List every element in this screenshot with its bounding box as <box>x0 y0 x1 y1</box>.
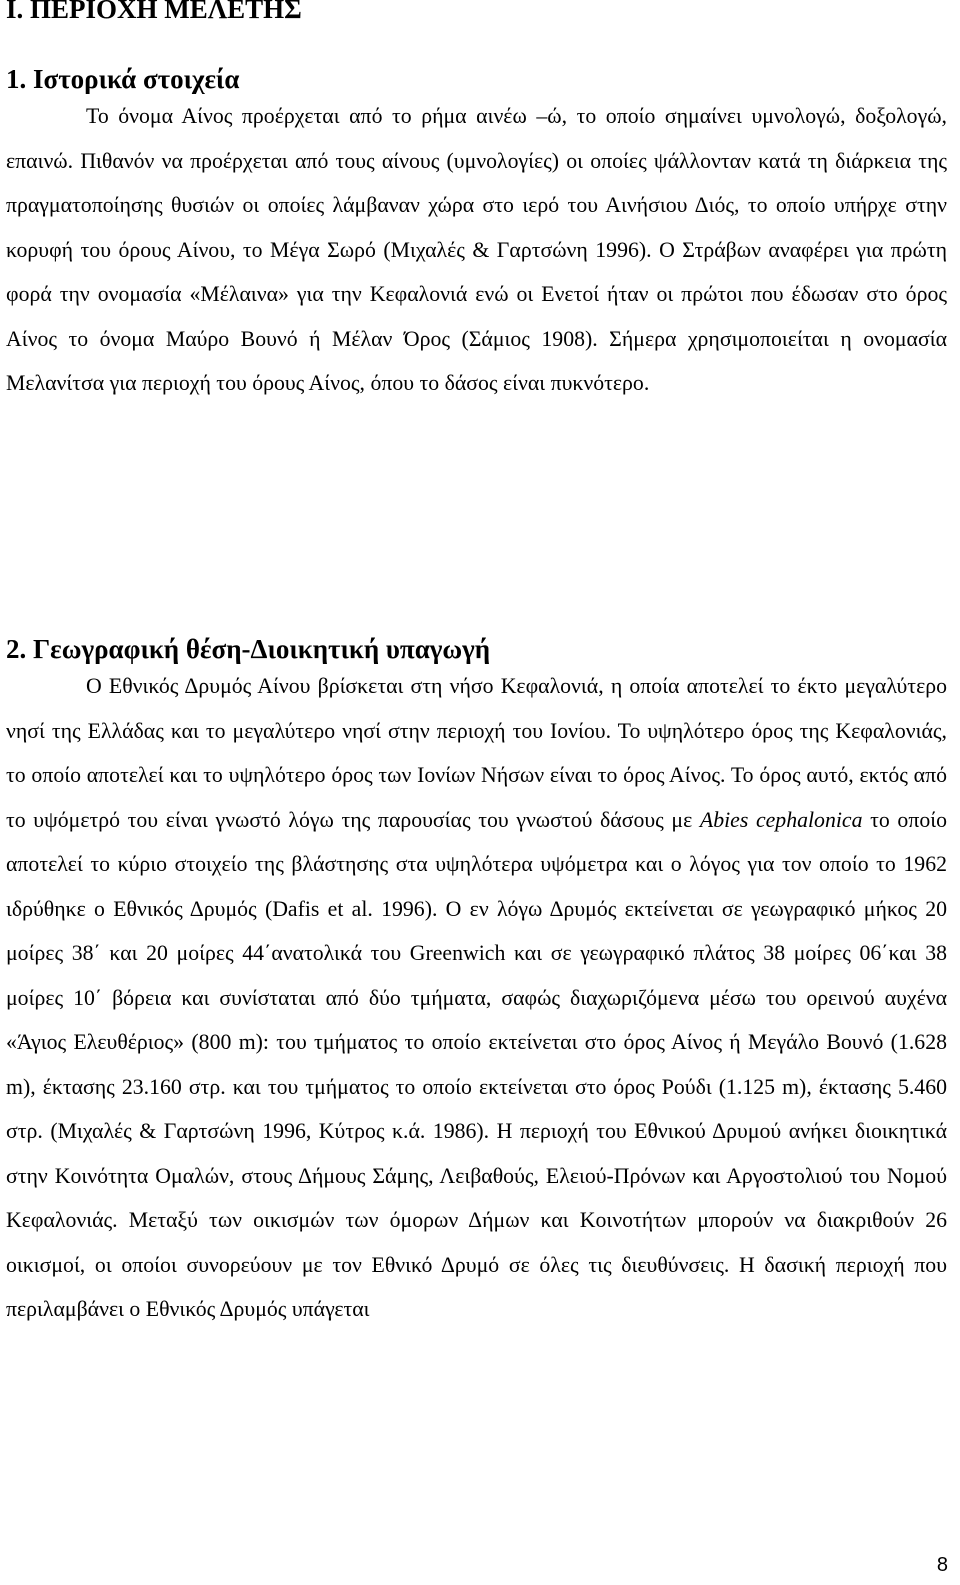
section-heading-geography: 2. Γεωγραφική θέση-Διοικητική υπαγωγή <box>6 634 491 664</box>
paragraph-text-part: το οποίο αποτελεί το κύριο στοιχείο της βλάστησης στα υψηλότερα υψόμετρα και ο λόγος για τον οποίο το 1962 ιδρύθηκε ο Εθνικός Δρυμός (Dafis et al. 1996). Ο εν λόγω Δρυμός εκτείνεται σε γεωγραφικό μήκος 20 μοίρες 38΄ και 20 μοίρες 44΄ανατολικά του Greenwich και σε γεωγραφικό πλάτος 38 μοίρες 06΄και 38 μοίρες 10΄ βόρεια και συνίσταται από δύο τμήματα, σαφώς διαχωριζόμενα μέσω του ορεινού αυχένα «Άγιος Ελευθέριος» (800 m): του τμήματος το οποίο εκτείνεται στο όρος Αίνος ή Μεγάλο Βουνό (1.628 m), έκτασης 23.160 στρ. και του τμήματος το οποίο εκτείνεται στο όρος Ρούδι (1.125 m), έκτασης 5.460 στρ. (Μιχαλές & Γαρτσώνη 1996, Κύτρος κ.ά. 1986). Η περιοχή του Εθνικού Δρυμού ανήκει διοικητικά στην Κοινότητα Ομαλών, στους Δήμους Σάμης, Λειβαθούς, Ελειού-Πρόνων και Αργοστολιού του Νομού Κεφαλονιάς. Μεταξύ των οικισμών των όμορων Δήμων και Κοινοτήτων μπορούν να διακριθούν 26 οικισμοί, οι οποίοι συνορεύουν με τον Εθνικό Δρυμό σε όλες τις διευθύνσεις. Η δασική περιοχή που περιλαμβάνει ο Εθνικός Δρυμός υπάγεται <box>6 807 947 1321</box>
section-heading-history: 1. Ιστορικά στοιχεία <box>6 64 240 94</box>
paragraph-text-part: Ο Εθνικός Δρυμός Αίνου βρίσκεται στη νήσο Κεφαλονιά, η οποία αποτελεί το έκτο μεγαλύτερο νησί της Ελλάδας και το μεγαλύτερο νησί στην περιοχή του Ιονίου. Το υψηλότερο όρος της Κεφαλονιάς, το οποίο αποτελεί και το υψηλότερο όρος των Ιονίων Νήσων είναι το όρος Αίνος. Το όρος αυτό, εκτός από το υψόμετρό του είναι γνωστό λόγω της παρουσίας του γνωστού δάσους με <box>6 674 947 832</box>
chapter-title: Ι. ΠΕΡΙΟΧΗ ΜΕΛΕΤΗΣ <box>6 0 302 24</box>
page-number: 8 <box>936 1554 948 1576</box>
species-name-italic: Abies cephalonica <box>699 807 863 832</box>
section-paragraph-geography <box>6 664 947 1332</box>
section-paragraph-history: Το όνομα Αίνος προέρχεται από το ρήμα αινέω –ώ, το οποίο σημαίνει υμνολογώ, δοξολογώ, επαινώ. Πιθανόν να προέρχεται από τους αίνους (υμνολογίες) οι οποίες ψάλλονταν κατά τη διάρκεια της πραγματοποίησης θυσιών οι οποίες λάμβαναν χώρα στο ιερό του Αινήσιου Διός, το οποίο υπήρχε στην κορυφή του όρους Αίνου, το Μέγα Σωρό (Μιχαλές & Γαρτσώνη 1996). Ο Στράβων αναφέρει για πρώτη φορά την ονομασία «Μέλαινα» για την Κεφαλονιά ενώ οι Ενετοί ήταν οι πρώτοι που έδωσαν στο όρος Αίνος το όνομα Μαύρο Βουνό ή Μέλαν Όρος (Σάμιος 1908). Σήμερα χρησιμοποιείται η ονομασία Μελανίτσα για περιοχή του όρους Αίνος, όπου το δάσος είναι πυκνότερο. <box>6 104 947 395</box>
